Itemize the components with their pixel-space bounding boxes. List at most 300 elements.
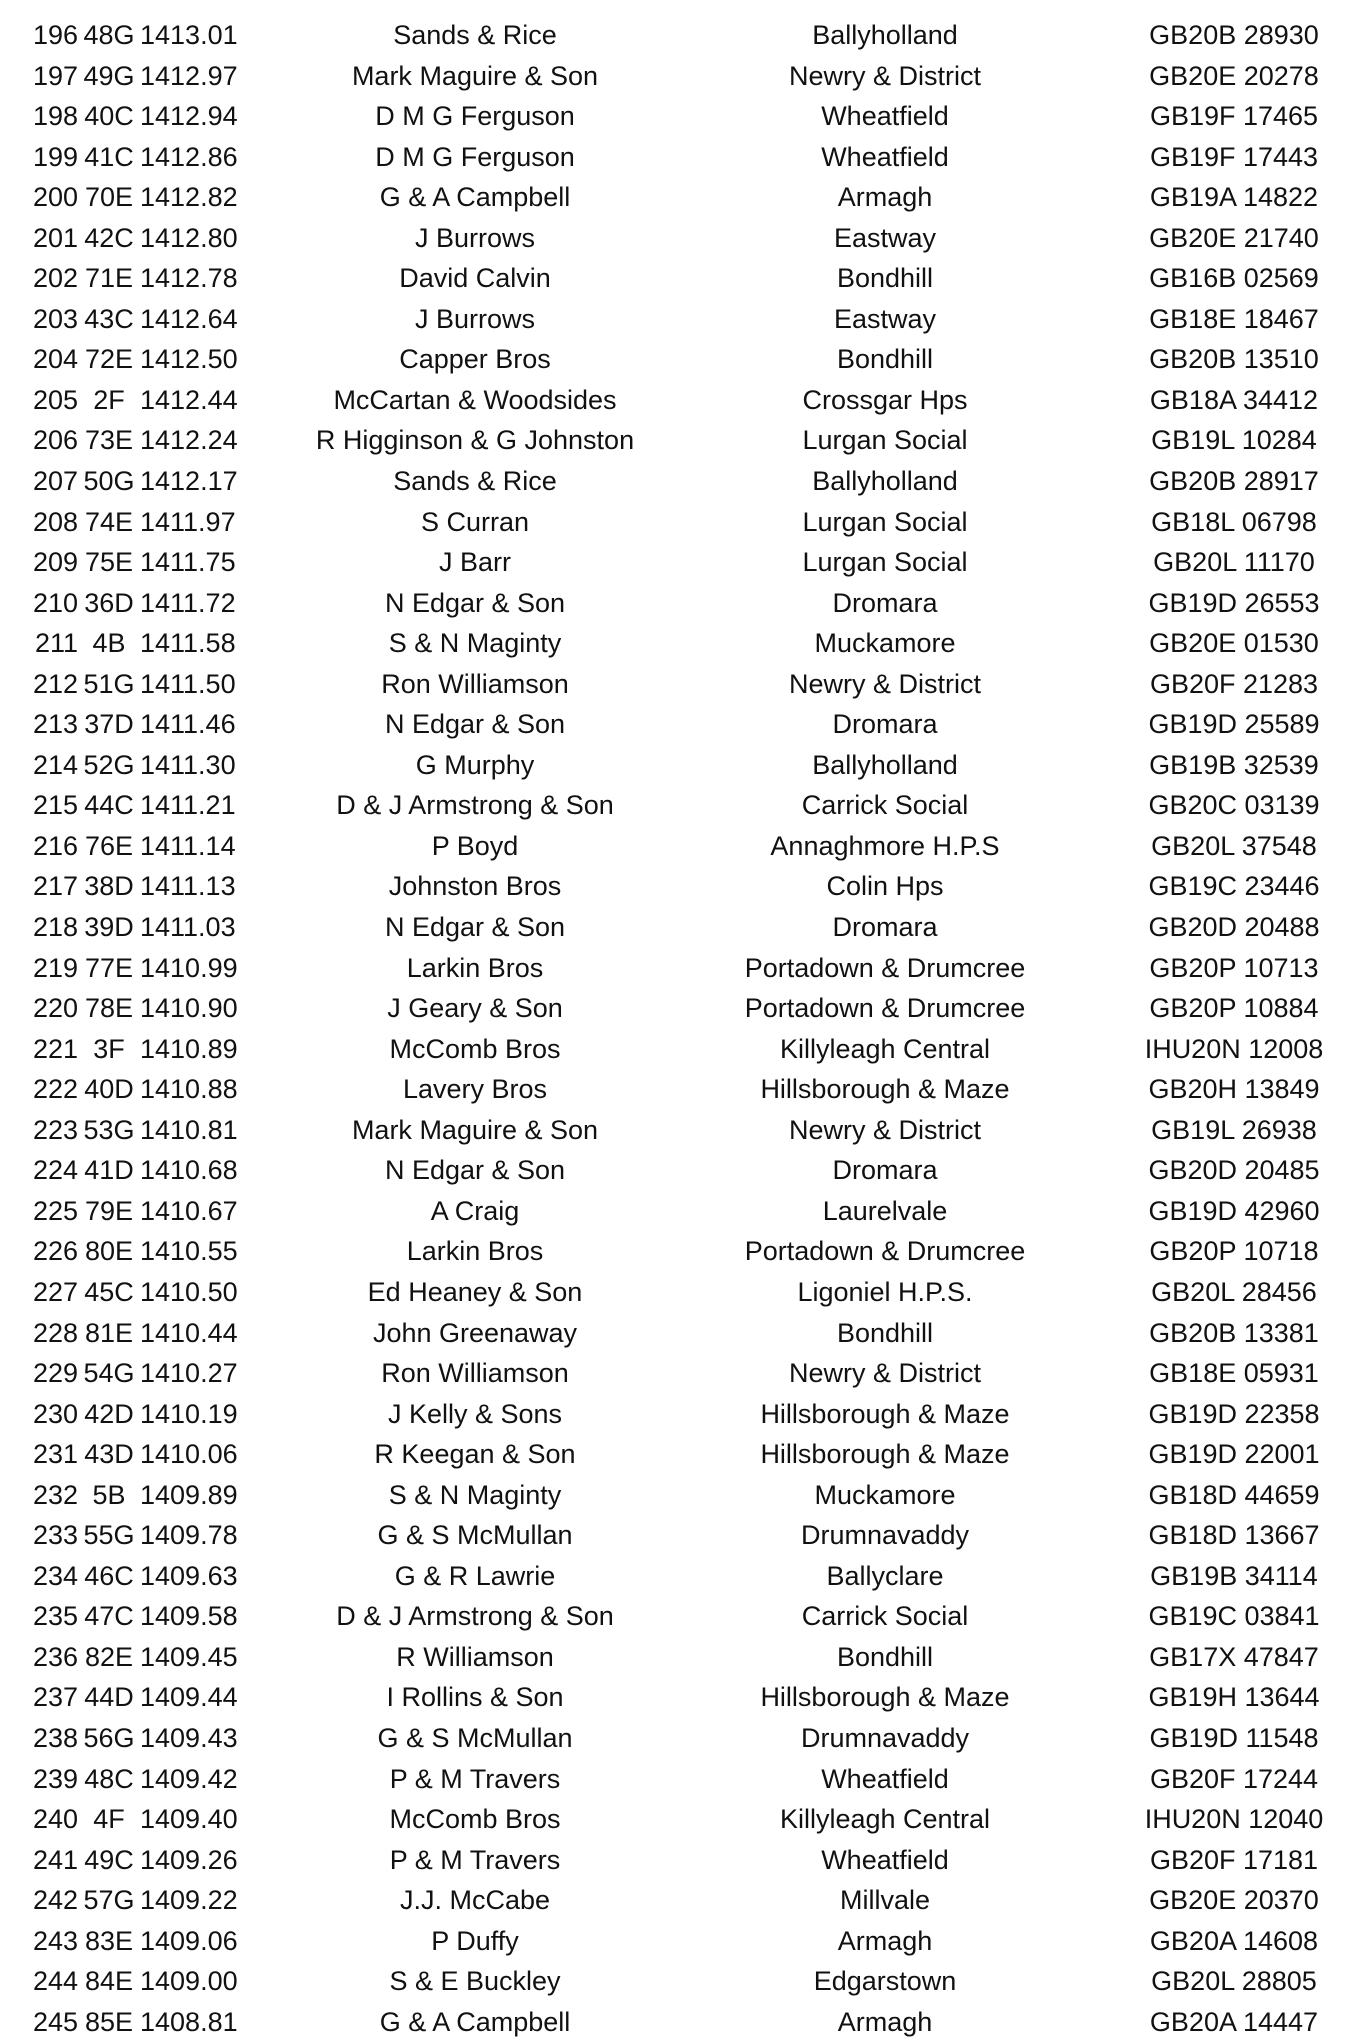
velocity-cell: 1409.44 (140, 1682, 238, 1713)
fancier-name-cell: P Boyd (431, 830, 519, 861)
fancier-name-cell: R Higginson & G Johnston (315, 425, 635, 456)
club-name-cell: Crossgar Hps (802, 384, 968, 415)
ring-number-cell: GB19C 03841 (1148, 1601, 1320, 1632)
velocity-cell: 1410.88 (140, 1074, 238, 1105)
club-name-cell: Wheatfield (821, 1763, 949, 1794)
velocity-cell: 1409.63 (140, 1560, 238, 1591)
position-cell: 239 (32, 1763, 78, 1794)
club-name-cell: Wheatfield (821, 1844, 949, 1875)
fancier-name-cell: R Keegan & Son (374, 1439, 576, 1470)
ring-number-cell: GB19D 11548 (1149, 1722, 1319, 1753)
position-cell: 221 (32, 1033, 78, 1064)
club-name-cell: Newry & District (788, 60, 981, 91)
table-row (0, 1272, 1368, 1313)
club-name-cell: Newry & District (788, 1358, 981, 1389)
position-cell: 219 (32, 952, 78, 983)
table-row (0, 1029, 1368, 1070)
club-name-cell: Drumnavaddy (800, 1722, 970, 1753)
table-row (0, 866, 1368, 907)
table-row (0, 1637, 1368, 1678)
club-name-cell: Eastway (833, 222, 937, 253)
table-row (0, 583, 1368, 624)
pen-number-cell: 54G (83, 1358, 135, 1389)
fancier-name-cell: Ron Williamson (381, 668, 569, 699)
position-cell: 205 (32, 384, 78, 415)
ring-number-cell: GB20A 14447 (1149, 2006, 1319, 2037)
table-row (0, 1556, 1368, 1597)
ring-number-cell: GB20E 21740 (1149, 222, 1319, 253)
position-cell: 235 (32, 1601, 78, 1632)
club-name-cell: Ballyholland (812, 466, 958, 497)
table-row (0, 1313, 1368, 1354)
ring-number-cell: GB19L 10284 (1151, 425, 1317, 456)
club-name-cell: Carrick Social (801, 790, 969, 821)
fancier-name-cell: G & S McMullan (377, 1722, 573, 1753)
club-name-cell: Armagh (837, 182, 933, 213)
fancier-name-cell: S Curran (420, 506, 530, 537)
ring-number-cell: GB19C 23446 (1148, 871, 1320, 902)
position-cell: 241 (32, 1844, 78, 1875)
fancier-name-cell: J.J. McCabe (399, 1885, 551, 1916)
position-cell: 213 (32, 709, 78, 740)
pen-number-cell: 71E (84, 263, 134, 294)
velocity-cell: 1409.45 (140, 1641, 238, 1672)
fancier-name-cell: S & N Maginty (388, 1479, 562, 1510)
pen-number-cell: 48C (84, 1763, 134, 1794)
club-name-cell: Millvale (839, 1885, 931, 1916)
pen-number-cell: 39D (84, 912, 134, 943)
ring-number-cell: GB19D 22001 (1148, 1439, 1320, 1470)
fancier-name-cell: McCartan & Woodsides (333, 384, 617, 415)
position-cell: 199 (32, 141, 78, 172)
velocity-cell: 1412.50 (140, 344, 238, 375)
table-row (0, 218, 1368, 259)
fancier-name-cell: J Burrows (414, 222, 536, 253)
fancier-name-cell: S & N Maginty (388, 628, 562, 659)
fancier-name-cell: I Rollins & Son (386, 1682, 564, 1713)
ring-number-cell: GB20F 17181 (1149, 1844, 1319, 1875)
pen-number-cell: 49C (84, 1844, 134, 1875)
velocity-cell: 1409.40 (140, 1804, 238, 1835)
fancier-name-cell: Mark Maguire & Son (351, 60, 599, 91)
table-row (0, 461, 1368, 502)
velocity-cell: 1411.46 (140, 709, 236, 740)
fancier-name-cell: R Williamson (396, 1641, 554, 1672)
pen-number-cell: 79E (84, 1195, 134, 1226)
club-name-cell: Eastway (833, 303, 937, 334)
position-cell: 212 (32, 668, 78, 699)
pen-number-cell: 40C (84, 101, 134, 132)
table-row (0, 785, 1368, 826)
table-row (0, 664, 1368, 705)
table-row (0, 542, 1368, 583)
velocity-cell: 1409.22 (140, 1885, 238, 1916)
position-cell: 198 (32, 101, 78, 132)
club-name-cell: Drumnavaddy (800, 1520, 970, 1551)
fancier-name-cell: David Calvin (399, 263, 551, 294)
fancier-name-cell: Larkin Bros (406, 1236, 544, 1267)
ring-number-cell: GB20L 37548 (1151, 830, 1317, 861)
velocity-cell: 1410.90 (140, 993, 238, 1024)
ring-number-cell: GB20P 10884 (1149, 993, 1319, 1024)
ring-number-cell: GB20B 13381 (1149, 1317, 1319, 1348)
velocity-cell: 1410.89 (140, 1033, 238, 1064)
position-cell: 196 (32, 20, 78, 50)
fancier-name-cell: McComb Bros (389, 1804, 561, 1835)
pen-number-cell: 3F (93, 1033, 125, 1064)
club-name-cell: Dromara (832, 709, 938, 740)
club-name-cell: Colin Hps (826, 871, 944, 902)
table-row (0, 988, 1368, 1029)
club-name-cell: Bondhill (836, 263, 934, 294)
position-cell: 229 (32, 1358, 78, 1389)
club-name-cell: Portadown & Drumcree (744, 1236, 1026, 1267)
pen-number-cell: 76E (84, 830, 134, 861)
table-row (0, 1434, 1368, 1475)
pen-number-cell: 44D (84, 1682, 134, 1713)
fancier-name-cell: N Edgar & Son (384, 587, 566, 618)
velocity-cell: 1412.94 (140, 101, 238, 132)
pen-number-cell: 81E (84, 1317, 134, 1348)
ring-number-cell: GB18D 13667 (1148, 1520, 1320, 1551)
fancier-name-cell: John Greenaway (372, 1317, 578, 1348)
velocity-cell: 1409.58 (140, 1601, 238, 1632)
club-name-cell: Lurgan Social (802, 425, 968, 456)
ring-number-cell: GB20D 20488 (1148, 912, 1320, 943)
ring-number-cell: GB20C 03139 (1148, 790, 1320, 821)
velocity-cell: 1411.72 (140, 587, 236, 618)
table-row (0, 1759, 1368, 1800)
fancier-name-cell: D & J Armstrong & Son (336, 1601, 614, 1632)
position-cell: 226 (32, 1236, 78, 1267)
velocity-cell: 1410.50 (140, 1276, 238, 1307)
position-cell: 217 (32, 871, 78, 902)
ring-number-cell: GB19D 25589 (1148, 709, 1320, 740)
ring-number-cell: GB19F 17443 (1149, 141, 1319, 172)
ring-number-cell: GB19B 32539 (1149, 749, 1319, 780)
position-cell: 232 (32, 1479, 78, 1510)
pen-number-cell: 70E (84, 182, 134, 213)
fancier-name-cell: Sands & Rice (393, 20, 557, 50)
fancier-name-cell: J Kelly & Sons (387, 1398, 563, 1429)
ring-number-cell: GB20H 13849 (1148, 1074, 1320, 1105)
fancier-name-cell: G Murphy (415, 749, 535, 780)
club-name-cell: Armagh (837, 1925, 933, 1956)
velocity-cell: 1409.00 (140, 1966, 238, 1997)
ring-number-cell: GB20B 28917 (1149, 466, 1319, 497)
pen-number-cell: 83E (84, 1925, 134, 1956)
pen-number-cell: 50G (83, 466, 135, 497)
table-row (0, 1799, 1368, 1840)
ring-number-cell: GB19A 14822 (1149, 182, 1319, 213)
position-cell: 243 (32, 1925, 78, 1956)
pen-number-cell: 38D (84, 871, 134, 902)
pen-number-cell: 37D (84, 709, 134, 740)
results-table (0, 15, 1368, 2042)
position-cell: 201 (32, 222, 78, 253)
position-cell: 208 (32, 506, 78, 537)
pen-number-cell: 46C (84, 1560, 134, 1591)
table-row (0, 1353, 1368, 1394)
club-name-cell: Dromara (832, 912, 938, 943)
pen-number-cell: 85E (84, 2006, 134, 2037)
position-cell: 245 (32, 2006, 78, 2037)
velocity-cell: 1411.21 (140, 790, 236, 821)
position-cell: 216 (32, 830, 78, 861)
fancier-name-cell: S & E Buckley (389, 1966, 561, 1997)
velocity-cell: 1410.44 (140, 1317, 238, 1348)
position-cell: 237 (32, 1682, 78, 1713)
ring-number-cell: GB19B 34114 (1150, 1560, 1318, 1591)
velocity-cell: 1411.03 (140, 912, 236, 943)
pen-number-cell: 44C (84, 790, 134, 821)
position-cell: 224 (32, 1155, 78, 1186)
table-row (0, 96, 1368, 137)
pen-number-cell: 43D (84, 1439, 134, 1470)
ring-number-cell: GB20L 11170 (1153, 547, 1315, 578)
position-cell: 207 (32, 466, 78, 497)
velocity-cell: 1411.50 (140, 668, 236, 699)
ring-number-cell: GB19L 26938 (1151, 1114, 1317, 1145)
ring-number-cell: GB19D 42960 (1148, 1195, 1320, 1226)
pen-number-cell: 41C (84, 141, 134, 172)
ring-number-cell: IHU20N 12040 (1144, 1804, 1324, 1835)
table-row (0, 623, 1368, 664)
pen-number-cell: 52G (83, 749, 135, 780)
pen-number-cell: 84E (84, 1966, 134, 1997)
position-cell: 211 (34, 628, 78, 659)
ring-number-cell: GB17X 47847 (1149, 1641, 1319, 1672)
pen-number-cell: 49G (83, 60, 135, 91)
club-name-cell: Ligoniel H.P.S. (797, 1276, 973, 1307)
club-name-cell: Annaghmore H.P.S (770, 830, 1000, 861)
velocity-cell: 1410.68 (140, 1155, 238, 1186)
table-row (0, 1110, 1368, 1151)
table-row (0, 1880, 1368, 1921)
velocity-cell: 1408.81 (140, 2006, 238, 2037)
club-name-cell: Ballyholland (812, 20, 958, 50)
velocity-cell: 1412.78 (140, 263, 238, 294)
table-row (0, 137, 1368, 178)
pen-number-cell: 48G (83, 20, 135, 50)
ring-number-cell: GB16B 02569 (1149, 263, 1319, 294)
table-row (0, 1718, 1368, 1759)
velocity-cell: 1409.06 (140, 1925, 238, 1956)
fancier-name-cell: Ed Heaney & Son (367, 1276, 583, 1307)
fancier-name-cell: N Edgar & Son (384, 912, 566, 943)
club-name-cell: Ballyholland (812, 749, 958, 780)
fancier-name-cell: Lavery Bros (402, 1074, 548, 1105)
ring-number-cell: GB20B 28930 (1149, 20, 1319, 50)
club-name-cell: Lurgan Social (802, 547, 968, 578)
club-name-cell: Bondhill (836, 1641, 934, 1672)
velocity-cell: 1410.55 (140, 1236, 238, 1267)
club-name-cell: Muckamore (814, 628, 956, 659)
pen-number-cell: 55G (83, 1520, 135, 1551)
club-name-cell: Muckamore (814, 1479, 956, 1510)
fancier-name-cell: J Barr (438, 547, 511, 578)
position-cell: 197 (32, 60, 78, 91)
velocity-cell: 1412.86 (140, 141, 238, 172)
table-row (0, 1596, 1368, 1637)
table-row (0, 420, 1368, 461)
pen-number-cell: 5B (92, 1479, 126, 1510)
fancier-name-cell: D M G Ferguson (375, 141, 575, 172)
pen-number-cell: 47C (84, 1601, 134, 1632)
club-name-cell: Killyleagh Central (779, 1804, 991, 1835)
pen-number-cell: 41D (84, 1155, 134, 1186)
table-row (0, 1475, 1368, 1516)
ring-number-cell: GB19D 26553 (1148, 587, 1320, 618)
position-cell: 220 (32, 993, 78, 1024)
pen-number-cell: 4F (93, 1804, 125, 1835)
table-row (0, 1840, 1368, 1881)
pen-number-cell: 82E (84, 1641, 134, 1672)
ring-number-cell: GB20F 21283 (1149, 668, 1319, 699)
position-cell: 214 (32, 749, 78, 780)
fancier-name-cell: P & M Travers (389, 1763, 561, 1794)
position-cell: 233 (32, 1520, 78, 1551)
pen-number-cell: 4B (92, 628, 126, 659)
table-row (0, 907, 1368, 948)
pen-number-cell: 78E (84, 993, 134, 1024)
table-row (0, 502, 1368, 543)
velocity-cell: 1412.24 (140, 425, 238, 456)
pen-number-cell: 80E (84, 1236, 134, 1267)
ring-number-cell: GB20D 20485 (1148, 1155, 1320, 1186)
club-name-cell: Hillsborough & Maze (760, 1439, 1010, 1470)
pen-number-cell: 42C (84, 222, 134, 253)
pen-number-cell: 45C (84, 1276, 134, 1307)
position-cell: 203 (32, 303, 78, 334)
velocity-cell: 1411.97 (140, 506, 236, 537)
ring-number-cell: GB20P 10718 (1149, 1236, 1319, 1267)
velocity-cell: 1412.80 (140, 222, 238, 253)
fancier-name-cell: J Burrows (414, 303, 536, 334)
table-row (0, 1069, 1368, 1110)
club-name-cell: Portadown & Drumcree (744, 952, 1026, 983)
table-row (0, 258, 1368, 299)
pen-number-cell: 36D (84, 587, 134, 618)
position-cell: 231 (32, 1439, 78, 1470)
ring-number-cell: GB20E 20370 (1149, 1885, 1319, 1916)
velocity-cell: 1410.81 (140, 1114, 238, 1145)
velocity-cell: 1412.82 (140, 182, 238, 213)
pen-number-cell: 42D (84, 1398, 134, 1429)
fancier-name-cell: N Edgar & Son (384, 709, 566, 740)
fancier-name-cell: A Craig (430, 1195, 520, 1226)
club-name-cell: Carrick Social (801, 1601, 969, 1632)
velocity-cell: 1410.67 (140, 1195, 238, 1226)
fancier-name-cell: McComb Bros (389, 1033, 561, 1064)
velocity-cell: 1412.97 (140, 60, 238, 91)
ring-number-cell: GB19H 13644 (1148, 1682, 1320, 1713)
velocity-cell: 1411.14 (140, 830, 236, 861)
position-cell: 223 (32, 1114, 78, 1145)
table-row (0, 1150, 1368, 1191)
pen-number-cell: 53G (83, 1114, 135, 1145)
table-row (0, 1515, 1368, 1556)
fancier-name-cell: G & R Lawrie (394, 1560, 556, 1591)
club-name-cell: Hillsborough & Maze (760, 1398, 1010, 1429)
fancier-name-cell: Mark Maguire & Son (351, 1114, 599, 1145)
fancier-name-cell: D M G Ferguson (375, 101, 575, 132)
ring-number-cell: GB20E 01530 (1149, 628, 1319, 659)
fancier-name-cell: Ron Williamson (381, 1358, 569, 1389)
table-row (0, 56, 1368, 97)
velocity-cell: 1409.42 (140, 1763, 238, 1794)
table-row (0, 299, 1368, 340)
club-name-cell: Dromara (832, 587, 938, 618)
table-row (0, 380, 1368, 421)
pen-number-cell: 77E (84, 952, 134, 983)
table-row (0, 948, 1368, 989)
velocity-cell: 1411.58 (140, 628, 236, 659)
pen-number-cell: 56G (83, 1722, 135, 1753)
club-name-cell: Newry & District (788, 1114, 981, 1145)
velocity-cell: 1412.64 (140, 303, 238, 334)
velocity-cell: 1410.27 (140, 1358, 238, 1389)
fancier-name-cell: G & A Campbell (379, 2006, 571, 2037)
position-cell: 200 (32, 182, 78, 213)
club-name-cell: Dromara (832, 1155, 938, 1186)
fancier-name-cell: Johnston Bros (388, 871, 562, 902)
table-row (0, 1921, 1368, 1962)
pen-number-cell: 2F (93, 384, 125, 415)
position-cell: 244 (32, 1966, 78, 1997)
position-cell: 228 (32, 1317, 78, 1348)
club-name-cell: Portadown & Drumcree (744, 993, 1026, 1024)
club-name-cell: Ballyclare (826, 1560, 944, 1591)
fancier-name-cell: G & A Campbell (379, 182, 571, 213)
table-row (0, 745, 1368, 786)
club-name-cell: Laurelvale (822, 1195, 948, 1226)
table-row (0, 15, 1368, 56)
position-cell: 222 (32, 1074, 78, 1105)
position-cell: 227 (32, 1276, 78, 1307)
fancier-name-cell: Sands & Rice (393, 466, 557, 497)
fancier-name-cell: G & S McMullan (377, 1520, 573, 1551)
velocity-cell: 1410.99 (140, 952, 238, 983)
table-row (0, 1961, 1368, 2002)
ring-number-cell: IHU20N 12008 (1144, 1033, 1324, 1064)
position-cell: 218 (32, 912, 78, 943)
velocity-cell: 1411.30 (140, 749, 236, 780)
ring-number-cell: GB20E 20278 (1149, 60, 1319, 91)
ring-number-cell: GB18L 06798 (1151, 506, 1317, 537)
velocity-cell: 1409.78 (140, 1520, 238, 1551)
ring-number-cell: GB18D 44659 (1148, 1479, 1320, 1510)
position-cell: 204 (32, 344, 78, 375)
position-cell: 225 (32, 1195, 78, 1226)
position-cell: 234 (32, 1560, 78, 1591)
club-name-cell: Hillsborough & Maze (760, 1074, 1010, 1105)
ring-number-cell: GB19F 17465 (1149, 101, 1319, 132)
ring-number-cell: GB20P 10713 (1149, 952, 1319, 983)
position-cell: 242 (32, 1885, 78, 1916)
fancier-name-cell: P Duffy (431, 1925, 519, 1956)
ring-number-cell: GB20F 17244 (1149, 1763, 1319, 1794)
pen-number-cell: 43C (84, 303, 134, 334)
position-cell: 230 (32, 1398, 78, 1429)
pen-number-cell: 74E (84, 506, 134, 537)
results-body (0, 15, 1368, 2042)
club-name-cell: Wheatfield (821, 101, 949, 132)
position-cell: 215 (32, 790, 78, 821)
club-name-cell: Lurgan Social (802, 506, 968, 537)
pen-number-cell: 75E (84, 547, 134, 578)
fancier-name-cell: P & M Travers (389, 1844, 561, 1875)
